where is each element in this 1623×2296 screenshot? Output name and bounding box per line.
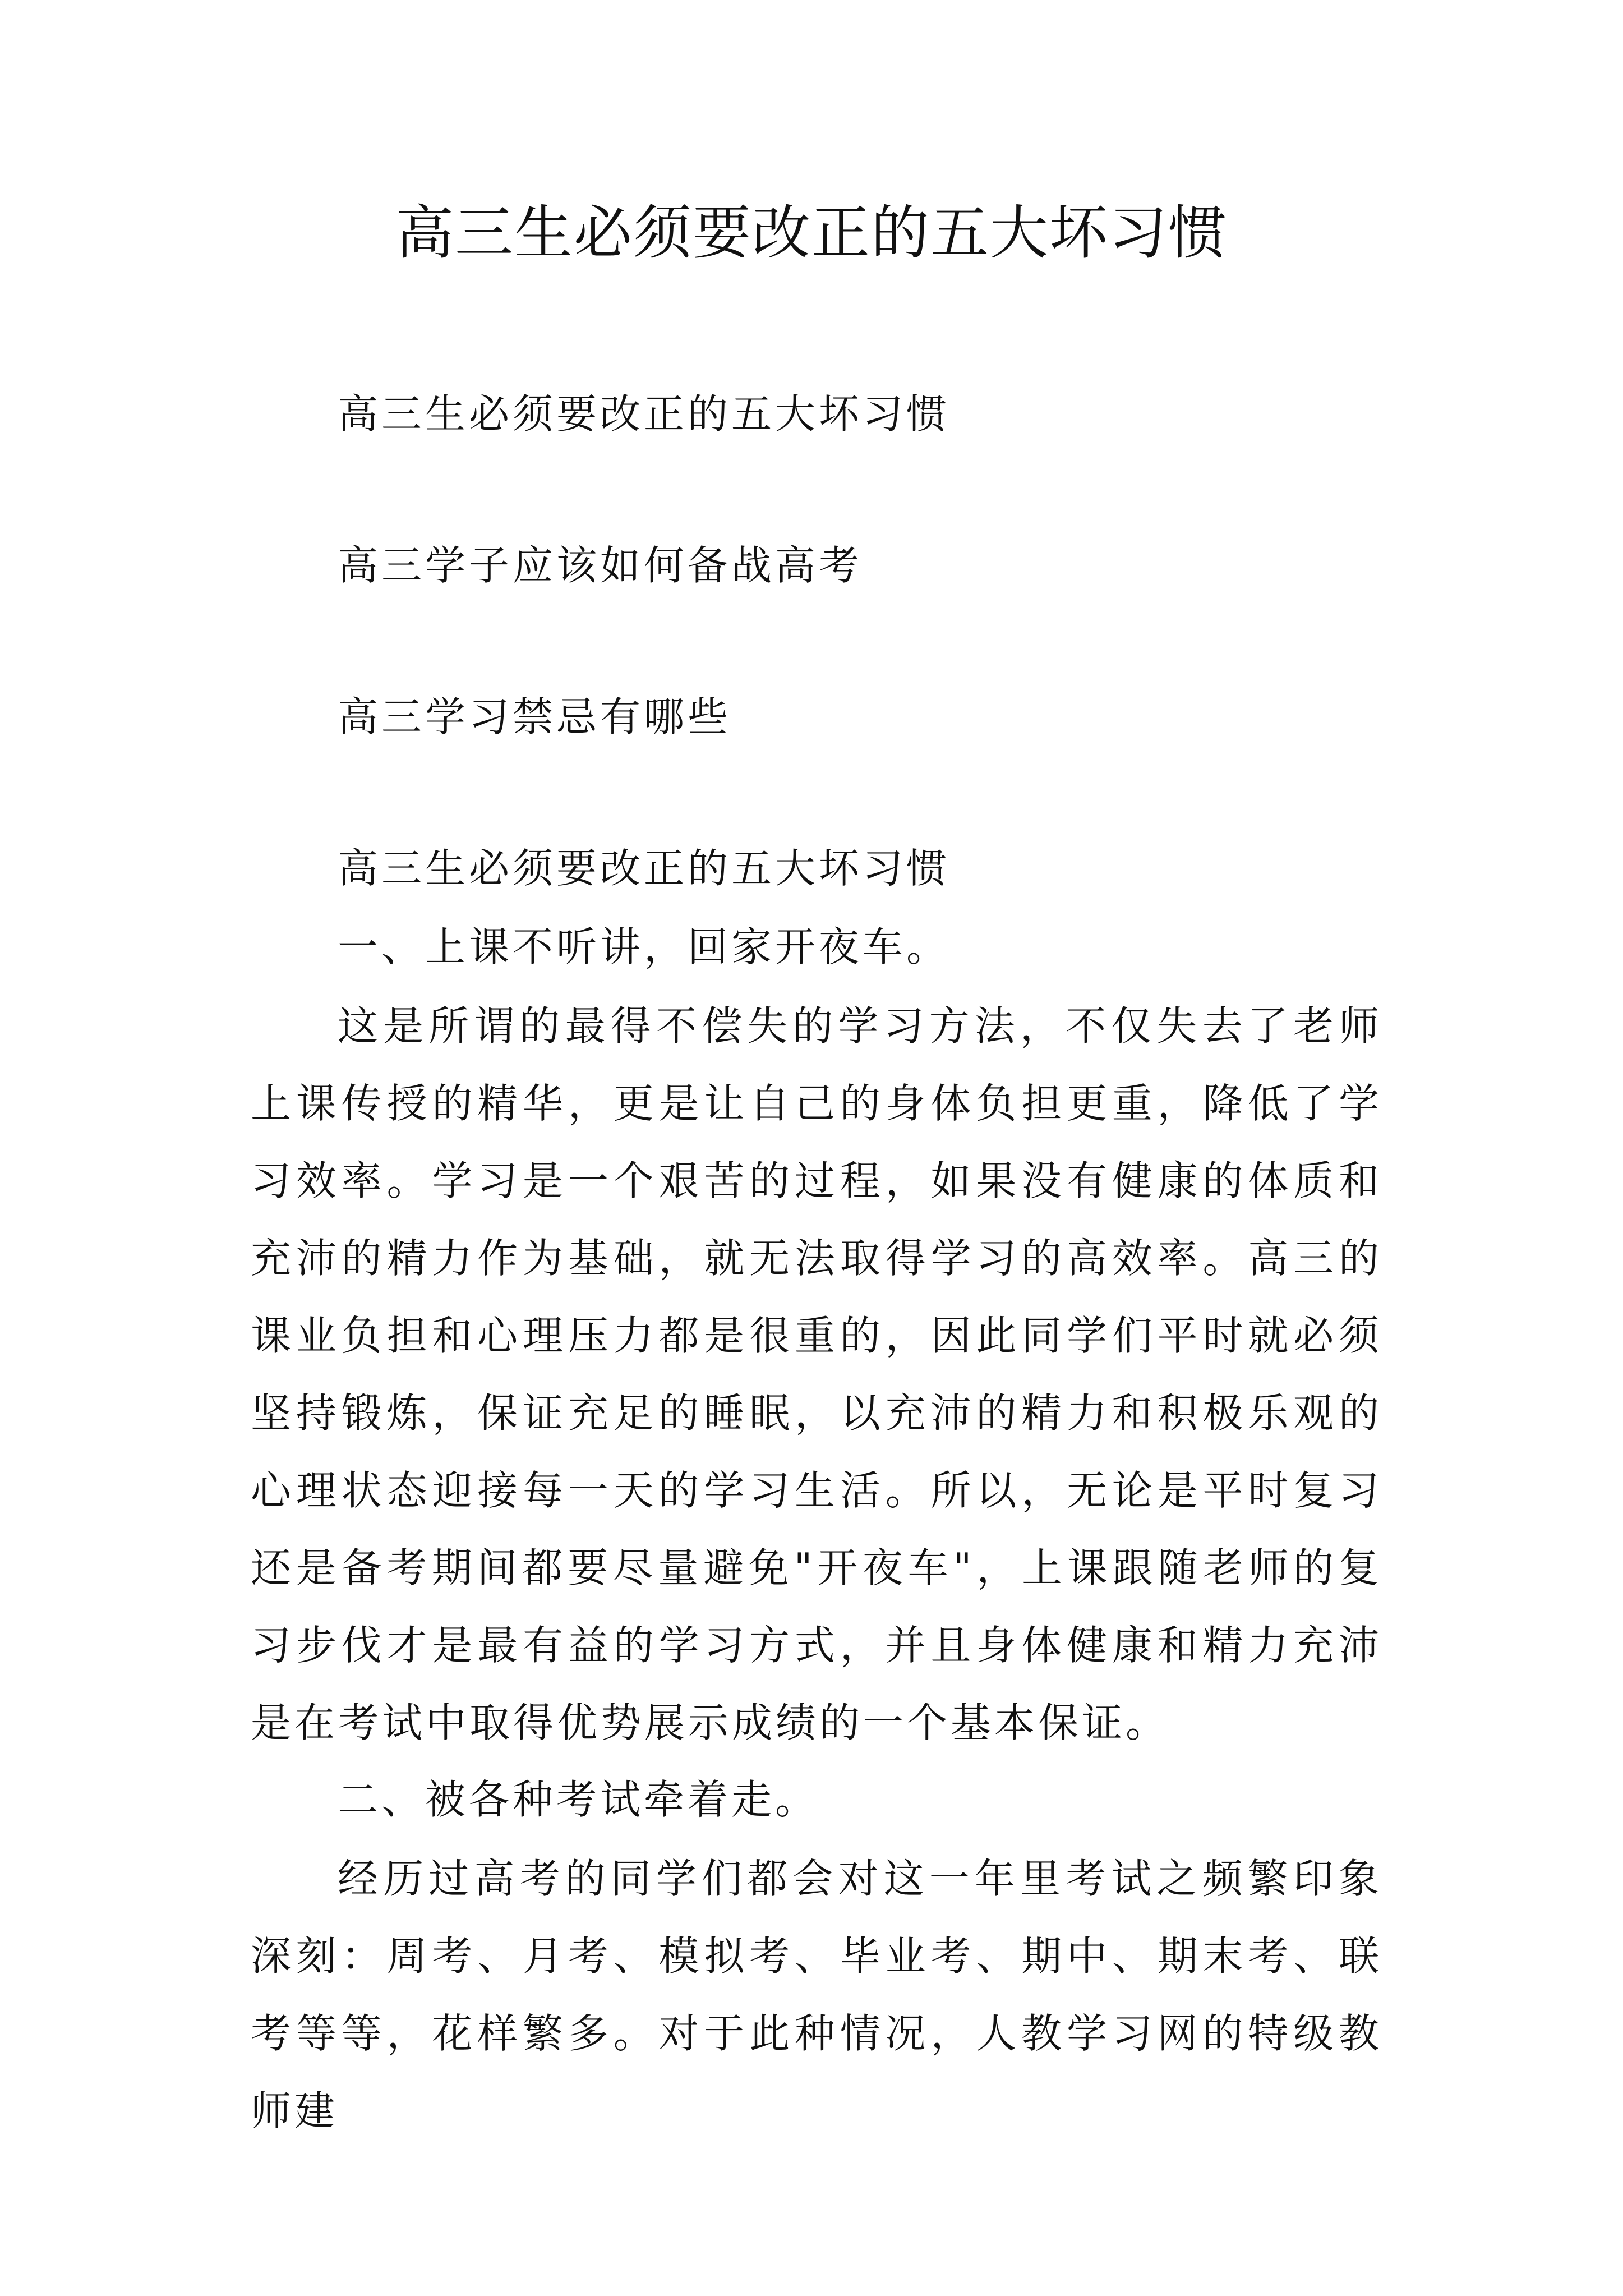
point-heading-1: 一、上课不听讲，回家开夜车。 [338, 923, 951, 970]
point-heading-2: 二、被各种考试牵着走。 [338, 1776, 819, 1823]
paragraph-2: 经历过高考的同学们都会对这一年里考试之频繁印象深刻：周考、月考、模拟考、毕业考、期中、期末考、联考等等，花样繁多。对于此种情况，人教学习网的特级教师建 [251, 1855, 1382, 2134]
paragraph-1: 这是所谓的最得不偿失的学习方法，不仅失去了老师上课传授的精华，更是让自己的身体负担更重，降低了学习效率。学习是一个艰苦的过程，如果没有健康的体质和充沛的精力作为基础，就无法取得学习的高效率。高三的课业负担和心理压力都是很重的，因此同学们平时就必须坚持锻炼，保证充足的睡眠，以充沛的精力和积极乐观的心理状态迎接每一天的学习生活。所以，无论是平时复习还是备考期间都要尽量避免"开夜车"，上课跟随老师的复习步伐才是最有益的学习方式，并且身体健康和精力充沛是在考试中取得优势展示成绩的一个基本保证。 [251, 1002, 1382, 1746]
section-heading: 高三生必须要改正的五大坏习惯 [338, 845, 951, 892]
subtitle-line-3: 高三学习禁忌有哪些 [338, 693, 732, 740]
subtitle-line-2: 高三学子应该如何备战高考 [338, 542, 863, 589]
subtitle-line-1: 高三生必须要改正的五大坏习惯 [338, 390, 951, 438]
document-title: 高三生必须要改正的五大坏习惯 [395, 199, 1228, 267]
